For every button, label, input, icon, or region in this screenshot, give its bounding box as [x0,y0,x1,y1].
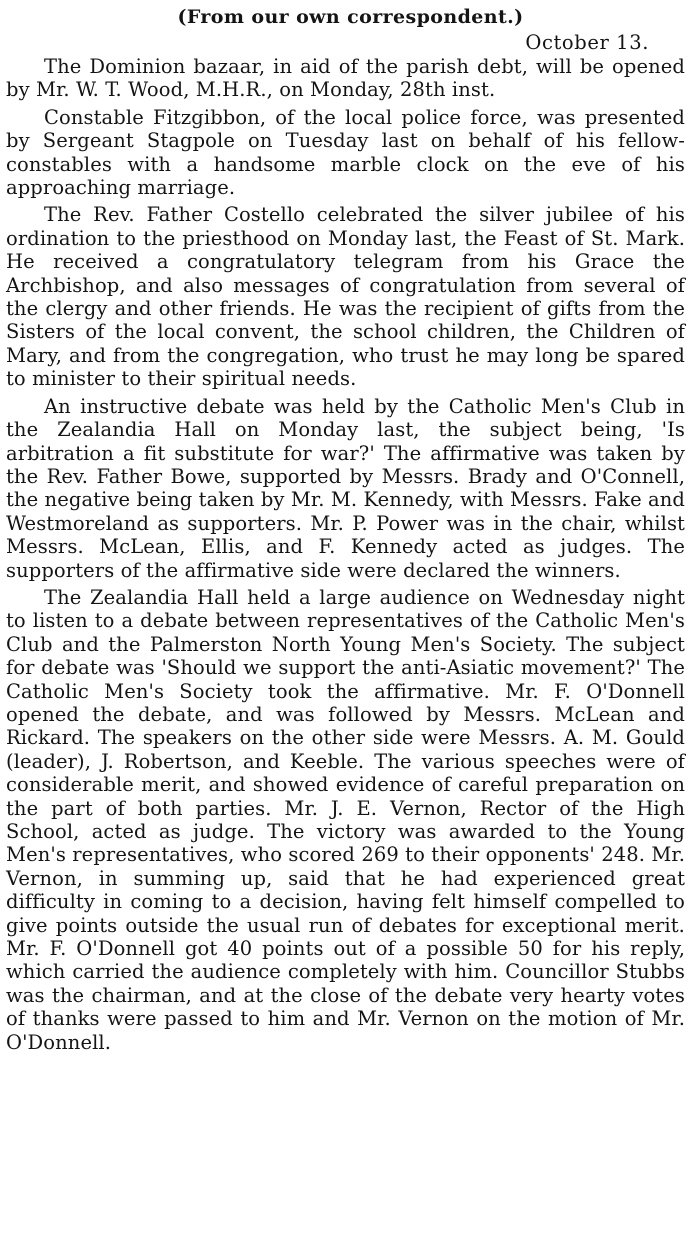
correspondent-heading: (From our own correspondent.) [177,6,524,28]
dateline: October 13. [525,31,649,54]
paragraph-constable: Constable Fitzgibbon, of the local police force, was presented by Sergeant Stagpole on Tuesday last on behalf of his fellow-constables with a handsome marble clock on the eve of his approaching marriage. [6,105,685,200]
paragraph-bazaar: The Dominion bazaar, in aid of the parish debt, will be opened by Mr. W. T. Wood, M.H.R., on Monday, 28th inst. [6,55,685,102]
paragraph-zealandia-debate: The Zealandia Hall held a large audience on Wednesday night to listen to a debate between representatives of the Catholic Men's Club and the Palmerston North Young Men's Society. The subject for debate was 'Should we support the anti-Asiatic movement?' The Catholic Men's Society took the affirmative. Mr. F. O'Donnell opened the debate, and was followed by Messrs. McLean and Rickard. The speakers on the other side were Messrs. A. M. Gould (leader), J. Robertson, and Keeble. The various speeches were of considerable merit, and showed evidence of careful preparation on the part of both parties. Mr. J. E. Vernon, Rector of the High School, acted as judge. The victory was awarded to the Young Men's representatives, who scored 269 to their opponents' 248. Mr. Vernon, in summing up, said that he had experienced great difficulty in coming to a decision, having felt himself compelled to give points outside the usual run of debates for exceptional merit. Mr. F. O'Donnell got 40 points out of a possible 50 for his reply, which carried the audience completely with him. Councillor Stubbs was the chairman, and at the close of the debate very hearty votes of thanks were passed to him and Mr. Vernon on the motion of Mr. O'Donnell. [6,585,685,1054]
paragraph-arbitration-debate: An instructive debate was held by the Catholic Men's Club in the Zealandia Hall on Monday last, the subject being, 'Is arbitration a fit substitute for war?' The affirmative was taken by the Rev. Father Bowe, supported by Messrs. Brady and O'Connell, the negative being taken by Mr. M. Kennedy, with Messrs. Fake and Westmoreland as supporters. Mr. P. Power was in the chair, whilst Messrs. McLean, Ellis, and F. Kennedy acted as judges. The supporters of the affirmative side were declared the winners. [6,394,685,582]
paragraph-jubilee: The Rev. Father Costello celebrated the silver jubilee of his ordination to the priesthood on Monday last, the Feast of St. Mark. He received a congratulatory telegram from his Grace the Archbishop, and also messages of congratulation from several of the clergy and other friends. He was the recipient of gifts from the Sisters of the local convent, the school children, the Children of Mary, and from the congregation, who trust he may long be spared to minister to their spiritual needs. [6,203,685,391]
